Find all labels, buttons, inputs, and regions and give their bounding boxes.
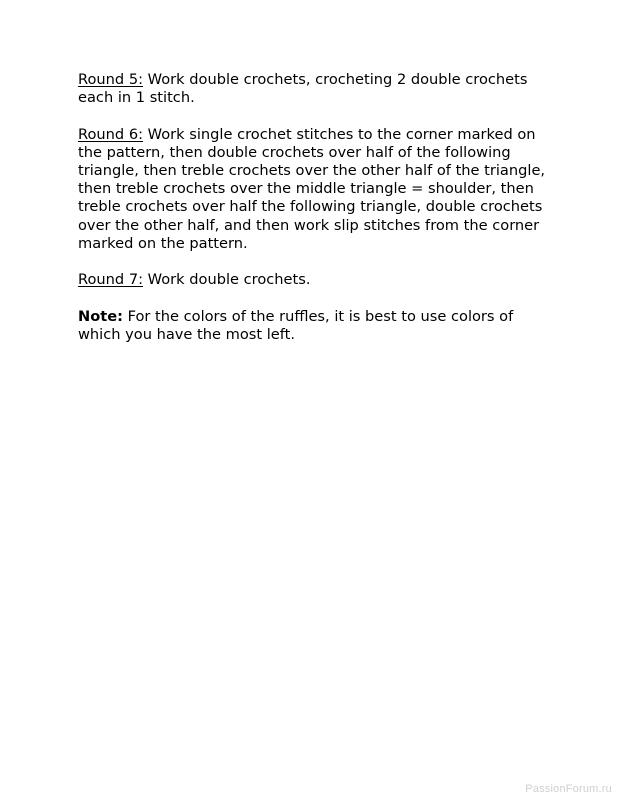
round-7-label: Round 7:: [78, 271, 144, 289]
round-6-text: Work single crochet stitches to the corner marked on the pattern, then double crochets over half of the following triangle, then treble crochets over the other half of the triangle, then treble crochets over the middle triangle = shoulder, then treble crochets over half the following triangle, double crochets over the other half, and then work slip stitches from the corner marked on the pattern.: [78, 125, 546, 252]
round-7-text: Work double crochets.: [143, 271, 311, 289]
paragraph-round-5: [78, 71, 548, 107]
round-5-label: Round 5:: [78, 71, 144, 88]
watermark: PassionForum.ru: [525, 783, 612, 795]
round-6-label: Round 6:: [78, 125, 144, 143]
round-5-text: Work double crochets, crocheting 2 double crochets each in 1 stitch.: [78, 71, 528, 107]
document-body: [78, 71, 548, 362]
paragraph-round-6: [78, 126, 548, 253]
paragraph-note: [78, 308, 548, 344]
paragraph-round-7: [78, 271, 548, 289]
note-label: Note:: [78, 307, 123, 325]
note-text: For the colors of the ruffles, it is best to use colors of which you have the most left.: [78, 307, 514, 343]
